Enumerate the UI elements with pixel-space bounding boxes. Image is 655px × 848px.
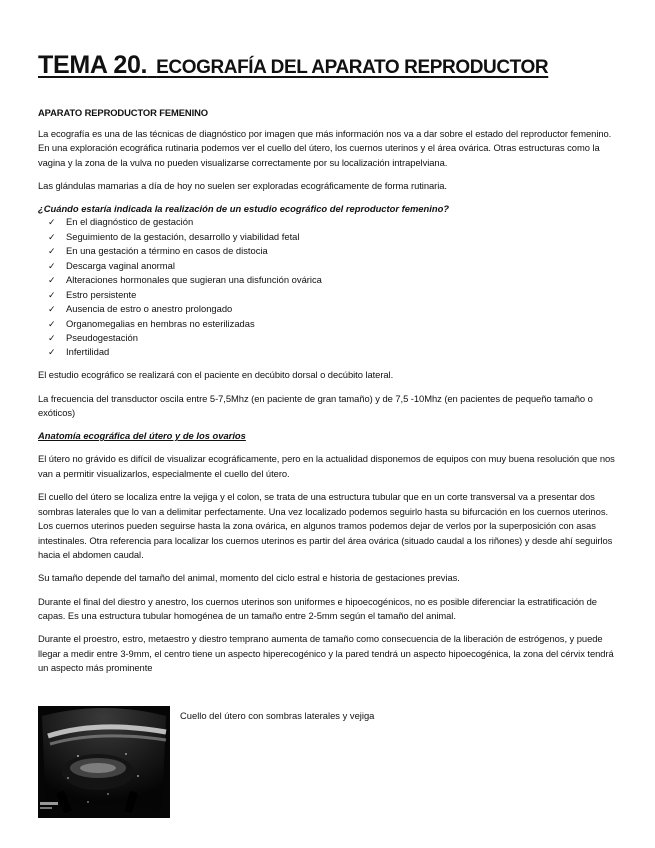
paragraph-anatomy-4: Durante el final del diestro y anestro, los cuernos uterinos son uniformes e hipoecogénicos, no es posible diferenciar la estratificación de capas. Es una estructura tubular homogénea de un tamaño entre 2-5mm según el tamaño del animal. bbox=[38, 595, 597, 622]
checkmark-icon: ✓ bbox=[48, 260, 56, 271]
paragraph-intro: La ecografía es una de las técnicas de diagnóstico por imagen que más información nos va a dar sobre el estado del reproductor femenino. En una exploración ecográfica rutinaria podemos ver el cuello del útero, los cuernos uterinos y el área ovárica. Otras estructuras como la vagina y la zona de la vulva no pueden visualizarse correctamente por su localización intrapelviana. bbox=[38, 127, 612, 168]
anatomy-subheading: Anatomía ecográfica del útero y de los ovarios bbox=[38, 430, 246, 442]
paragraph-position: El estudio ecográfico se realizará con el paciente en decúbito dorsal o decúbito lateral. bbox=[38, 369, 394, 381]
indication-list bbox=[38, 215, 618, 360]
list-item-text: Descarga vaginal anormal bbox=[66, 259, 175, 271]
list-item-text: En una gestación a término en casos de distocia bbox=[66, 245, 268, 257]
title-text: ECOGRAFÍA DEL APARATO REPRODUCTOR bbox=[156, 57, 549, 78]
checkmark-icon: ✓ bbox=[48, 275, 56, 286]
list-item-text: Seguimiento de la gestación, desarrollo y viabilidad fetal bbox=[66, 230, 300, 242]
checkmark-icon: ✓ bbox=[48, 289, 56, 300]
title-number: TEMA 20. bbox=[38, 51, 148, 79]
list-item bbox=[48, 317, 618, 331]
list-item bbox=[48, 215, 618, 229]
list-item-text: Organomegalias en hembras no esterilizadas bbox=[66, 317, 255, 329]
checkmark-icon: ✓ bbox=[48, 318, 56, 329]
paragraph-frequency: La frecuencia del transductor oscila entre 5-7,5Mhz (en paciente de gran tamaño) y de 7,5 -10Mhz (en pacientes de pequeño tamaño o exóticos) bbox=[38, 392, 593, 419]
document-title bbox=[38, 44, 618, 81]
paragraph-mammary: Las glándulas mamarias a día de hoy no suelen ser exploradas ecográficamente de forma rutinaria. bbox=[38, 179, 447, 191]
list-item bbox=[48, 230, 618, 244]
figure-caption: Cuello del útero con sombras laterales y vejiga bbox=[180, 710, 375, 721]
document-page bbox=[38, 44, 618, 721]
checkmark-icon: ✓ bbox=[48, 333, 56, 343]
list-item bbox=[48, 302, 618, 316]
checkmark-icon: ✓ bbox=[48, 246, 56, 257]
list-item-text: Ausencia de estro o anestro prolongado bbox=[66, 303, 233, 315]
list-item-text: Pseudogestación bbox=[66, 332, 138, 343]
list-item-text: Infertilidad bbox=[66, 346, 110, 358]
paragraph-anatomy-3: Su tamaño depende del tamaño del animal, momento del ciclo estral e historia de gestaciones previas. bbox=[38, 572, 460, 584]
list-item bbox=[48, 331, 618, 345]
ultrasound-image bbox=[38, 706, 170, 818]
indication-question: ¿Cuándo estaría indicada la realización de un estudio ecográfico del reproductor femenino? bbox=[38, 203, 450, 215]
list-item-text: Estro persistente bbox=[66, 288, 137, 300]
paragraph-anatomy-1: El útero no grávido es difícil de visualizar ecográficamente, pero en la actualidad disponemos de equipos con muy buena resolución que nos van a permitir visualizarlos, especialmente el cuello del útero. bbox=[38, 453, 615, 479]
list-item-text: Alteraciones hormonales que sugieran una disfunción ovárica bbox=[66, 274, 322, 286]
checkmark-icon: ✓ bbox=[48, 304, 56, 315]
section-heading: APARATO REPRODUCTOR FEMENINO bbox=[38, 107, 208, 118]
list-item bbox=[48, 259, 618, 273]
list-item bbox=[48, 244, 618, 258]
checkmark-icon: ✓ bbox=[48, 231, 56, 242]
list-item-text: En el diagnóstico de gestación bbox=[66, 216, 194, 228]
list-item bbox=[48, 273, 618, 287]
list-item bbox=[48, 288, 618, 302]
paragraph-anatomy-5: Durante el proestro, estro, metaestro y diestro temprano aumenta de tamaño como consecuencia de la liberación de estrógenos, y puede llegar a medir entre 3-9mm, el centro tiene un aspecto hiperecogénico y la pared tendrá un aspecto hipoecogénica, la zona del cérvix tendrá un aspecto más prominente bbox=[38, 633, 614, 674]
figure bbox=[38, 706, 618, 826]
paragraph-anatomy-2: El cuello del útero se localiza entre la vejiga y el colon, se trata de una estructura tubular que en un corte transversal va a presentar dos sombras laterales que lo van a delimitar perfectamente. Una vez localizado podemos seguirlo hasta su bifurcación en los cuernos uterinos. Los cuernos uterinos pueden seguirse hasta la zona ovárica, en algunos tramos podemos dejar de verlos por la superposición con asas intestinales. Otra referencia para localizar los cuernos uterinos es partir del área ovárica (situado caudal a los riñones) y desde ahí seguirlos hacia el abdomen caudal. bbox=[38, 490, 613, 561]
list-item bbox=[48, 345, 618, 359]
checkmark-icon: ✓ bbox=[48, 217, 56, 228]
checkmark-icon: ✓ bbox=[48, 347, 56, 358]
